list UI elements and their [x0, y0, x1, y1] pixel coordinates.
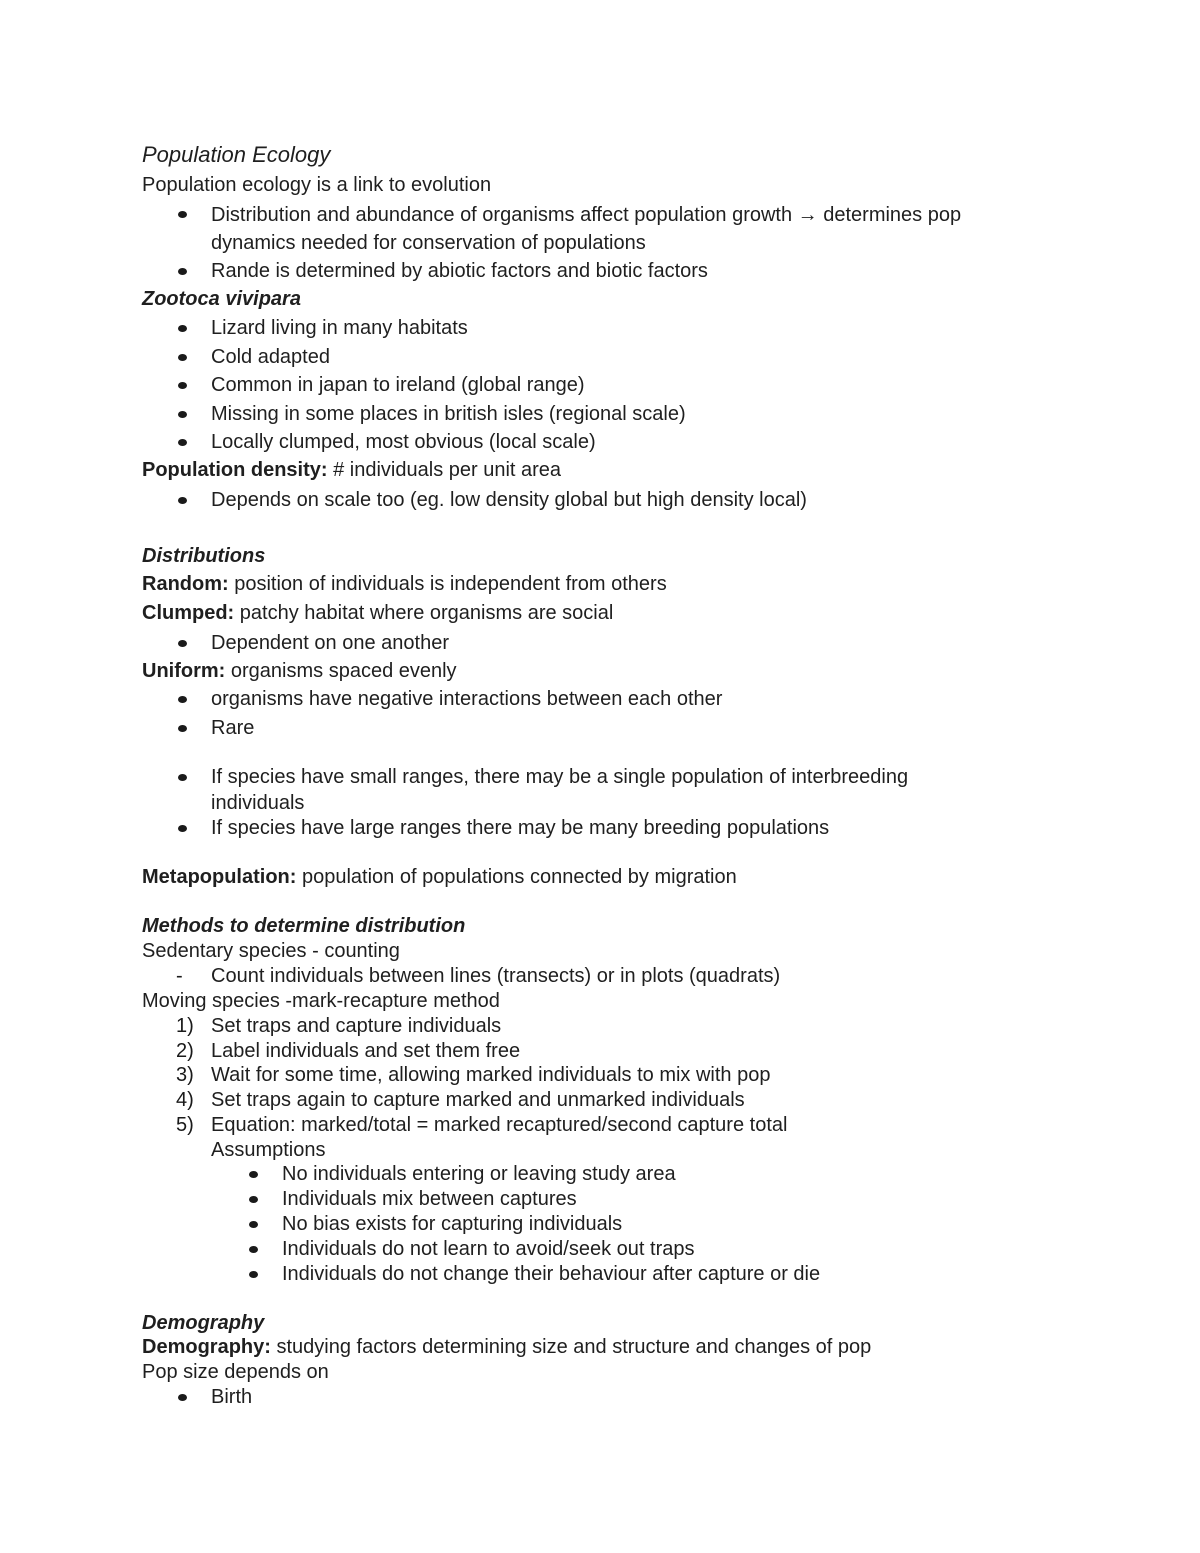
section-title-zootoca: Zootoca vivipara — [142, 288, 301, 310]
term-label: Population density: — [142, 459, 328, 481]
step-item: Set traps and capture individuals — [211, 1015, 502, 1037]
term-text: population of populations connected by migration — [296, 866, 737, 888]
assumption-item: Individuals do not learn to avoid/seek out traps — [282, 1238, 695, 1260]
step-number: 1) — [176, 1015, 194, 1037]
bullet-icon — [178, 725, 187, 732]
term-text: # individuals per unit area — [327, 459, 562, 481]
step-number: 5) — [176, 1114, 194, 1136]
bullet-icon — [178, 325, 187, 332]
list-item: Distribution and abundance of organisms affect population growth → determines pop — [211, 204, 962, 226]
list-item: Locally clumped, most obvious (local scale) — [211, 431, 596, 453]
bullet-icon — [178, 825, 187, 832]
intro-line: Population ecology is a link to evolution — [142, 174, 492, 196]
list-item: Common in japan to ireland (global range) — [211, 374, 585, 396]
bullet-icon — [249, 1246, 258, 1253]
bullet-icon — [178, 211, 187, 218]
popsize-line: Pop size depends on — [142, 1361, 329, 1383]
term-label: Metapopulation: — [142, 866, 297, 888]
step-item: Label individuals and set them free — [211, 1040, 521, 1062]
section-title-distributions: Distributions — [142, 545, 266, 567]
assumption-item: No bias exists for capturing individuals — [282, 1213, 623, 1235]
definition-metapopulation — [142, 865, 737, 889]
term-label: Demography: — [142, 1336, 271, 1358]
definition-uniform — [142, 659, 457, 683]
assumption-item: Individuals mix between captures — [282, 1188, 577, 1210]
definition-clumped — [142, 601, 613, 625]
step-number: 2) — [176, 1040, 194, 1062]
bullet-icon — [178, 268, 187, 275]
bullet-icon — [178, 411, 187, 418]
step-item: Set traps again to capture marked and unmarked individuals — [211, 1089, 745, 1111]
list-item: If species have small ranges, there may be a single population of interbreeding — [211, 766, 909, 788]
method-moving: Moving species -mark-recapture method — [142, 990, 500, 1012]
list-item-continuation: dynamics needed for conservation of populations — [211, 232, 646, 254]
list-item: Birth — [211, 1386, 253, 1408]
step-number: 4) — [176, 1089, 194, 1111]
assumption-item: Individuals do not change their behaviour after capture or die — [282, 1263, 821, 1285]
list-item-continuation: individuals — [211, 792, 305, 814]
step-item: Wait for some time, allowing marked individuals to mix with pop — [211, 1064, 771, 1086]
definition-random — [142, 572, 667, 596]
term-label: Clumped: — [142, 602, 235, 624]
bullet-icon — [178, 439, 187, 446]
list-item: Missing in some places in british isles (regional scale) — [211, 403, 686, 425]
method-sedentary: Sedentary species - counting — [142, 940, 400, 962]
list-item: Depends on scale too (eg. low density global but high density local) — [211, 489, 807, 511]
bullet-icon — [178, 774, 187, 781]
list-item: organisms have negative interactions between each other — [211, 688, 723, 710]
term-text: position of individuals is independent from others — [228, 573, 667, 595]
list-item: If species have large ranges there may be many breeding populations — [211, 817, 830, 839]
list-item: Count individuals between lines (transects) or in plots (quadrats) — [211, 965, 781, 987]
definition-population-density — [142, 458, 561, 482]
term-label: Uniform: — [142, 660, 226, 682]
list-item: Rare — [211, 717, 255, 739]
list-item: Dependent on one another — [211, 632, 449, 654]
step-number: 3) — [176, 1064, 194, 1086]
bullet-icon — [178, 1394, 187, 1401]
term-text: studying factors determining size and structure and changes of pop — [270, 1336, 872, 1358]
dash-marker: - — [176, 965, 183, 987]
bullet-icon — [249, 1271, 258, 1278]
term-text: organisms spaced evenly — [225, 660, 457, 682]
assumptions-heading: Assumptions — [211, 1139, 326, 1161]
term-label: Random: — [142, 573, 229, 595]
section-title-demography: Demography — [142, 1312, 265, 1334]
list-item: Cold adapted — [211, 346, 330, 368]
step-item: Equation: marked/total = marked recaptured/second capture total — [211, 1114, 788, 1136]
term-text: patchy habitat where organisms are social — [234, 602, 614, 624]
section-title-population-ecology: Population Ecology — [142, 142, 331, 167]
bullet-icon — [178, 382, 187, 389]
bullet-icon — [249, 1196, 258, 1203]
section-title-methods: Methods to determine distribution — [142, 915, 466, 937]
bullet-icon — [178, 696, 187, 703]
bullet-icon — [178, 354, 187, 361]
definition-demography — [142, 1335, 871, 1359]
list-item: Lizard living in many habitats — [211, 317, 468, 339]
list-item: Rande is determined by abiotic factors and biotic factors — [211, 260, 708, 282]
bullet-icon — [178, 640, 187, 647]
bullet-icon — [249, 1171, 258, 1178]
bullet-icon — [178, 497, 187, 504]
bullet-icon — [249, 1221, 258, 1228]
assumption-item: No individuals entering or leaving study area — [282, 1163, 676, 1185]
